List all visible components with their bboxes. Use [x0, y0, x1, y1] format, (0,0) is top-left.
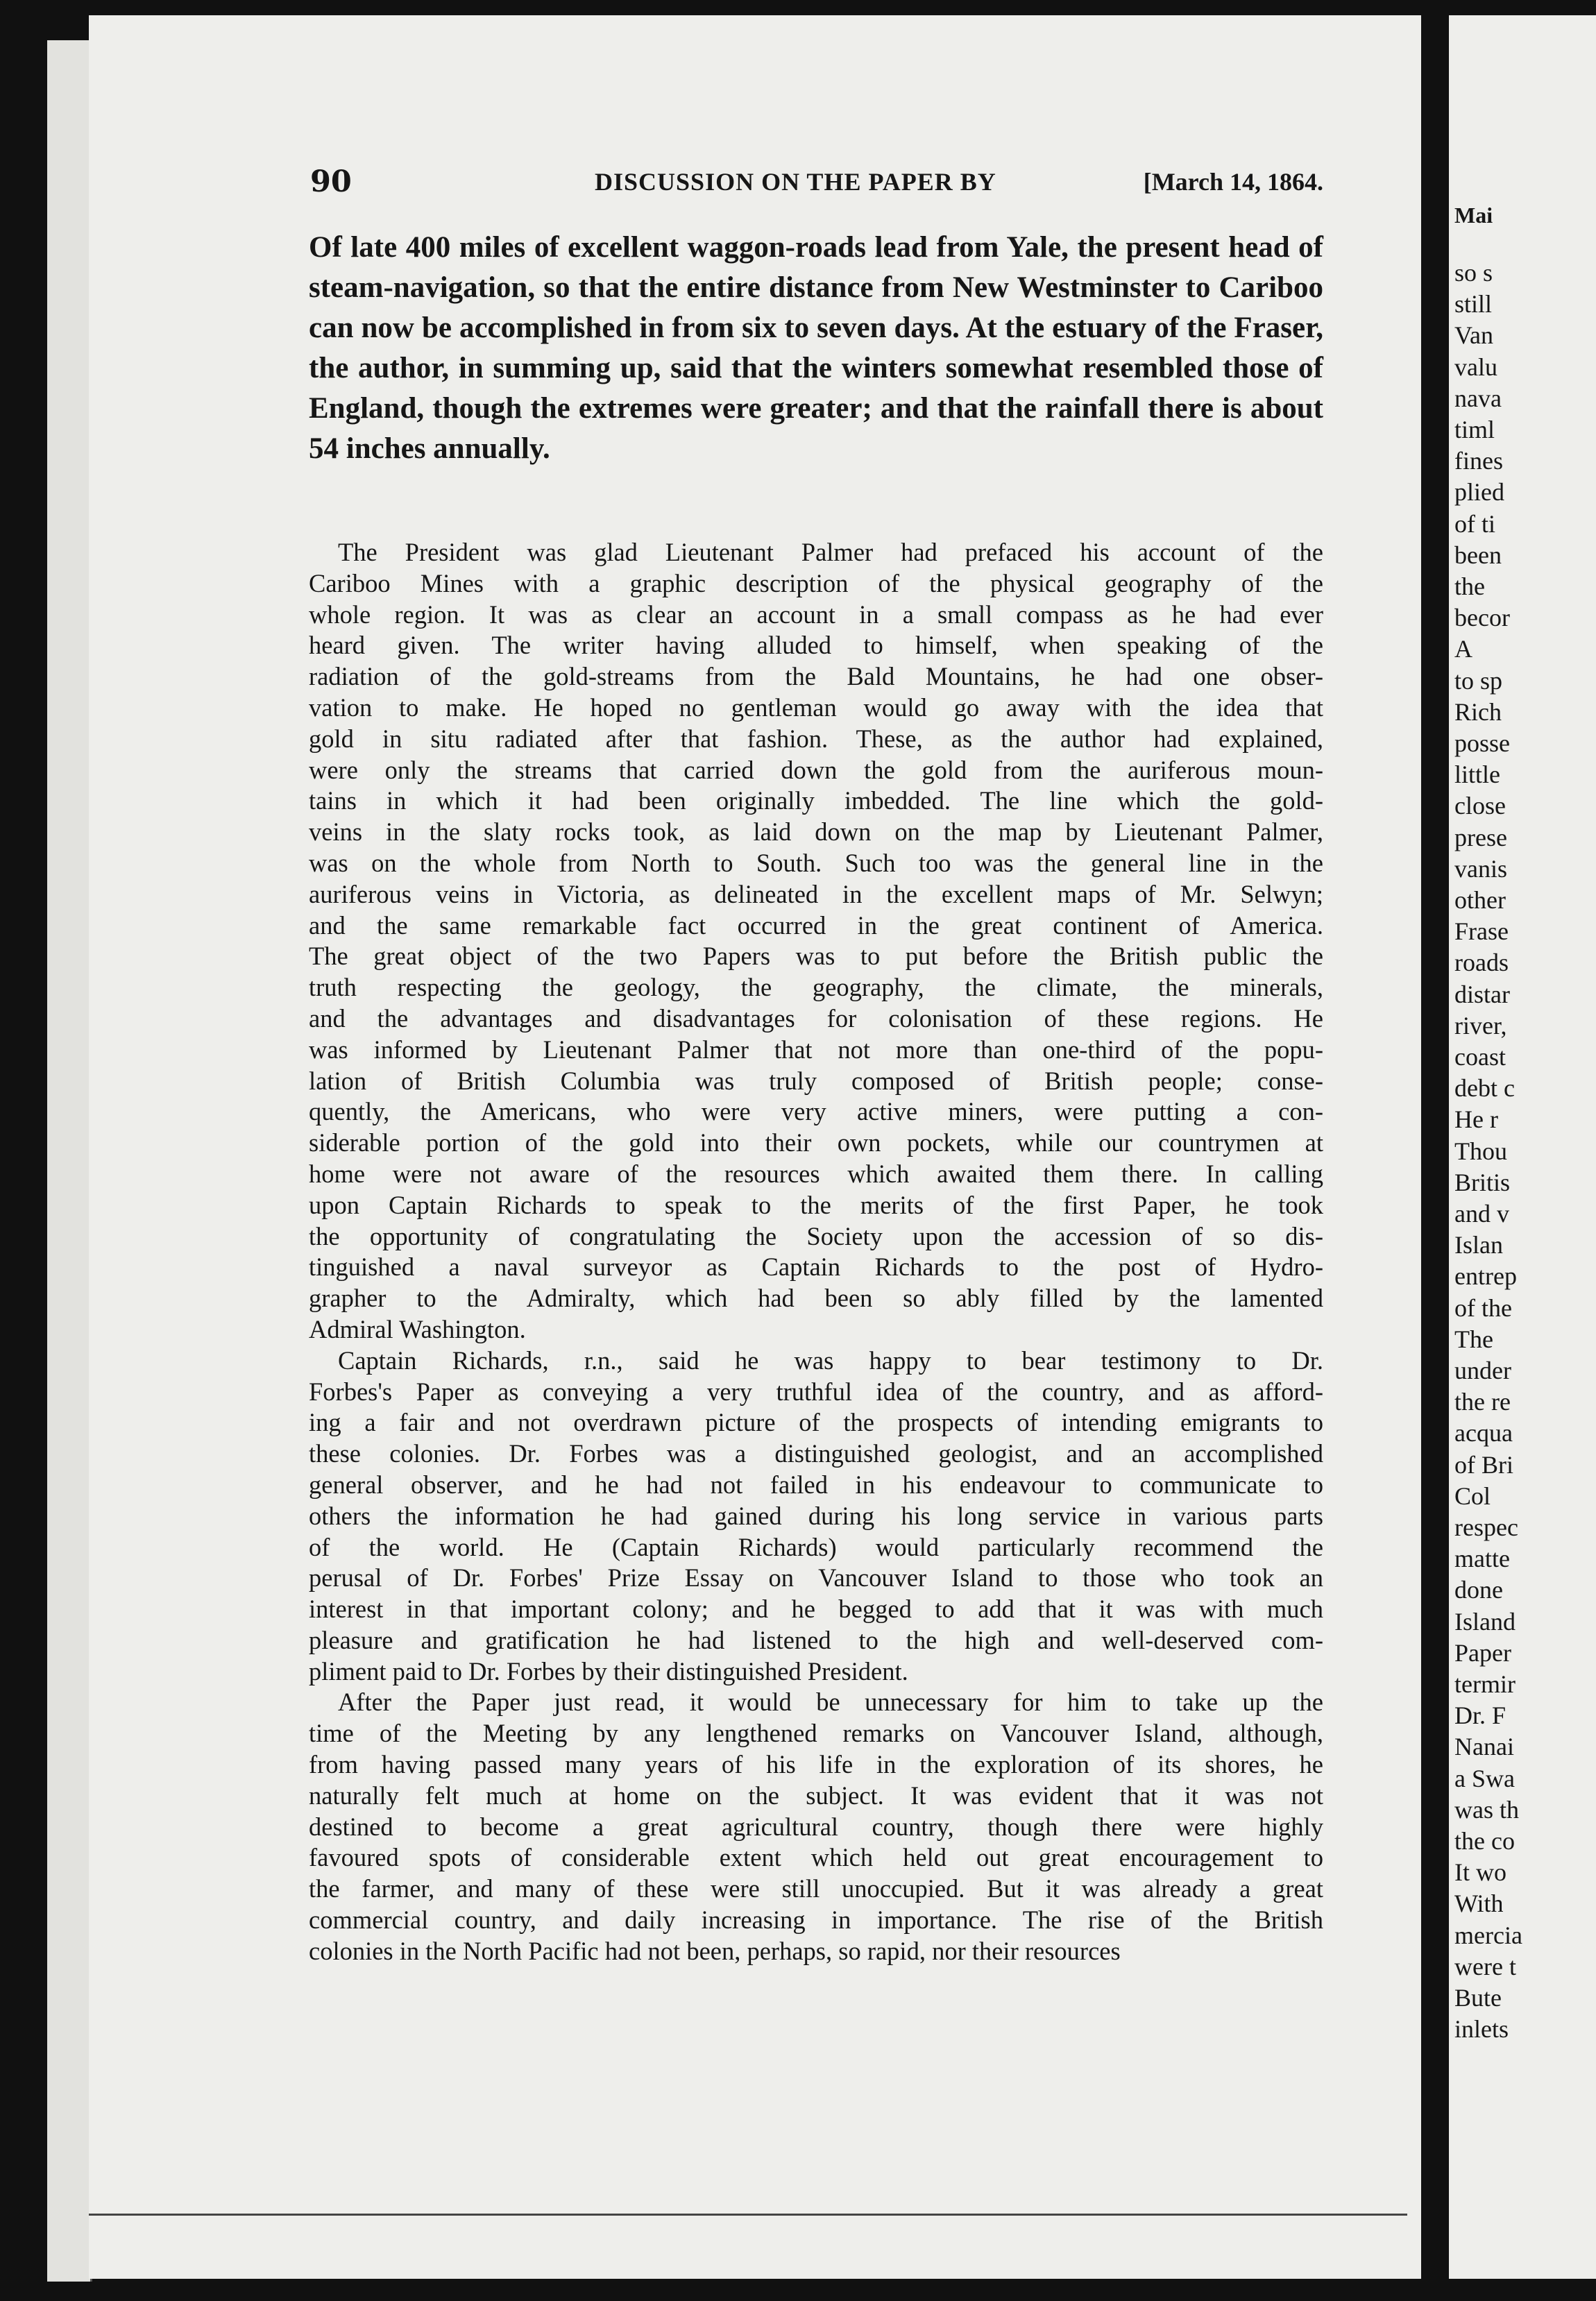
facing-text-line: close: [1454, 792, 1506, 820]
text-line: veins in the slaty rocks took, as laid down on the map by Lieutenant Palmer,: [309, 817, 1323, 847]
facing-text-line: Frase: [1454, 917, 1509, 946]
facing-text-line: valu: [1454, 353, 1497, 381]
facing-text-line: debt c: [1454, 1074, 1515, 1103]
text-line: of the world. He (Captain Richards) would particularly recommend the: [309, 1532, 1323, 1561]
text-line: vation to make. He hoped no gentleman would go away with the idea that: [309, 693, 1323, 722]
text-line: others the information he had gained during his long service in various parts: [309, 1501, 1323, 1530]
facing-text-line: Col: [1454, 1481, 1491, 1510]
facing-text-line: roads: [1454, 949, 1509, 977]
facing-text-line: entrep: [1454, 1262, 1517, 1291]
text-line: from having passed many years of his life in the exploration of its shores, he: [309, 1750, 1323, 1779]
facing-text-line: of ti: [1454, 509, 1495, 538]
facing-text-line: the co: [1454, 1827, 1515, 1855]
discussion-text: [309, 537, 1323, 1967]
facing-text-line: a Swa: [1454, 1764, 1515, 1792]
text-line: home were not aware of the resources which awaited them there. In calling: [309, 1159, 1323, 1188]
facing-header-fragment: Mai: [1454, 203, 1493, 228]
facing-text-line: done: [1454, 1576, 1503, 1604]
facing-text-line: other: [1454, 886, 1506, 914]
text-line: lation of British Columbia was truly composed of British people; conse-: [309, 1066, 1323, 1095]
facing-text-line: The: [1454, 1325, 1493, 1353]
text-line: The President was glad Lieutenant Palmer had prefaced his account of the: [338, 538, 1323, 566]
facing-text-line: the: [1454, 572, 1485, 600]
facing-text-line: Paper: [1454, 1638, 1511, 1667]
facing-text-line: little: [1454, 761, 1500, 789]
text-line: tains in which it had been originally imbedded. The line which the gold-: [309, 786, 1323, 815]
text-line: upon Captain Richards to speak to the merits of the first Paper, he took: [309, 1190, 1323, 1219]
facing-text-line: He r: [1454, 1105, 1498, 1134]
text-line: interest in that important colony; and he begged to add that it was with much: [309, 1595, 1323, 1624]
text-line: were only the streams that carried down the gold from the auriferous moun-: [309, 755, 1323, 784]
facing-text-line: inlets: [1454, 2015, 1509, 2044]
facing-text-line: Dr. F: [1454, 1701, 1506, 1730]
facing-text-line: termir: [1454, 1670, 1516, 1698]
facing-text-line: under: [1454, 1357, 1511, 1384]
text-line: pleasure and gratification he had listened to the high and well-deserved com-: [309, 1625, 1323, 1654]
text-line: Admiral Washington.: [309, 1314, 526, 1343]
running-header: [310, 164, 1323, 206]
text-line: whole region. It was as clear an account in a small compass as he had ever: [309, 600, 1323, 629]
facing-text-line: prese: [1454, 823, 1507, 851]
facing-text-line: With: [1454, 1890, 1504, 1918]
facing-text-line: been: [1454, 541, 1502, 569]
text-line: destined to become a great agricultural country, though there were highly: [309, 1812, 1323, 1841]
facing-text-line: plied: [1454, 478, 1504, 507]
text-line: gold in situ radiated after that fashion. These, as the author had explained,: [309, 724, 1323, 753]
facing-text-line: of Bri: [1454, 1450, 1513, 1479]
facing-text-line: Nanai: [1454, 1733, 1514, 1761]
facing-text-line: Britis: [1454, 1168, 1511, 1196]
text-line: Captain Richards, r.n., said he was happy to bear testimony to Dr.: [338, 1345, 1323, 1375]
facing-text-line: becor: [1454, 604, 1510, 632]
facing-text-line: nava: [1454, 384, 1502, 412]
facing-text-line: matte: [1454, 1545, 1510, 1573]
facing-text-line: were t: [1454, 1952, 1516, 1980]
page-number: 90: [310, 164, 352, 199]
text-line: general observer, and he had not failed in his endeavour to communicate to: [309, 1470, 1323, 1499]
facing-text-line: fines: [1454, 447, 1503, 475]
text-line: commercial country, and daily increasing in importance. The rise of the British: [309, 1905, 1323, 1935]
text-line: siderable portion of the gold into their own pockets, while our countrymen at: [309, 1128, 1323, 1157]
text-line: truth respecting the geology, the geography, the climate, the minerals,: [309, 973, 1323, 1002]
facing-text-line: Thou: [1454, 1137, 1507, 1165]
facing-text-line: Bute: [1454, 1984, 1502, 2012]
facing-text-line: mercia: [1454, 1921, 1522, 1949]
paragraph: [309, 1345, 1323, 1688]
text-line: radiation of the gold-streams from the Bald Mountains, he had one obser-: [309, 662, 1323, 691]
page-bottom-rule: [89, 2214, 1407, 2216]
text-line: grapher to the Admiralty, which had been so ably filled by the lamented: [309, 1284, 1323, 1313]
text-line: auriferous veins in Victoria, as delineated in the excellent maps of Mr. Selwyn;: [309, 879, 1323, 908]
text-line: favoured spots of considerable extent which held out great encouragement to: [309, 1843, 1323, 1872]
text-line: heard given. The writer having alluded to himself, when speaking of the: [309, 631, 1323, 660]
facing-text-line: Island: [1454, 1607, 1516, 1636]
text-line: colonies in the North Pacific had not been, perhaps, so rapid, nor their resources: [309, 1936, 1121, 1965]
facing-text-line: river,: [1454, 1011, 1507, 1039]
facing-text-line: so s: [1454, 259, 1493, 287]
facing-text-line: Rich: [1454, 697, 1502, 726]
text-line: pliment paid to Dr. Forbes by their distinguished President.: [309, 1656, 908, 1686]
facing-text-line: the re: [1454, 1388, 1511, 1416]
facing-text-line: timl: [1454, 416, 1495, 443]
text-line: these colonies. Dr. Forbes was a distinguished geologist, and an accomplished: [309, 1439, 1323, 1468]
summary-block: [309, 228, 1323, 469]
facing-text-line: Islan: [1454, 1231, 1503, 1259]
text-line: and the advantages and disadvantages for colonisation of these regions. He: [309, 1003, 1323, 1033]
text-line: quently, the Americans, who were very active miners, were putting a con-: [309, 1097, 1323, 1126]
facing-text-line: of the: [1454, 1293, 1512, 1322]
text-line: After the Paper just read, it would be unnecessary for him to take up the: [338, 1688, 1323, 1717]
summary-text: Of late 400 miles of excellent waggon-roads lead from Yale, the present head of steam-navigation, so that the entire distance from New Westminster to Cariboo can now be accomplished in from six to seven days. At the estuary of the Fraser, the author, in summing up, said that the winters somewhat resembled those of England, though the extremes were greater; and that the rainfall there is about 54 inches annually.: [309, 231, 1323, 465]
text-line: naturally felt much at home on the subject. It was evident that it was not: [309, 1781, 1323, 1810]
facing-text-line: and v: [1454, 1200, 1509, 1228]
page-gutter: [1421, 0, 1449, 2301]
paragraph: [309, 537, 1323, 1345]
text-line: Cariboo Mines with a graphic description of the physical geography of the: [309, 568, 1323, 597]
facing-text-line: vanis: [1454, 854, 1507, 883]
facing-text-line: posse: [1454, 729, 1510, 757]
text-line: was informed by Lieutenant Palmer that not more than one-third of the popu-: [309, 1035, 1323, 1064]
facing-text-line: was th: [1454, 1795, 1519, 1824]
facing-text-line: distar: [1454, 980, 1510, 1008]
facing-text-line: respec: [1454, 1513, 1518, 1541]
text-line: the opportunity of congratulating the Society upon the accession of so dis-: [309, 1221, 1323, 1250]
text-line: ing a fair and not overdrawn picture of the prospects of intending emigrants to: [309, 1408, 1323, 1437]
text-line: and the same remarkable fact occurred in the great continent of America.: [309, 910, 1323, 940]
facing-text-line: Van: [1454, 321, 1493, 350]
text-line: Forbes's Paper as conveying a very truthful idea of the country, and as afford-: [309, 1377, 1323, 1406]
text-line: perusal of Dr. Forbes' Prize Essay on Vancouver Island to those who took an: [309, 1563, 1323, 1593]
facing-text-line: acqua: [1454, 1419, 1513, 1447]
text-line: tinguished a naval surveyor as Captain Richards to the post of Hydro-: [309, 1253, 1323, 1282]
text-line: was on the whole from North to South. Such too was the general line in the: [309, 848, 1323, 877]
text-line: The great object of the two Papers was to put before the British public the: [309, 942, 1323, 971]
running-title: DISCUSSION ON THE PAPER BY: [595, 168, 996, 196]
facing-text-line: still: [1454, 290, 1493, 319]
facing-text-line: A: [1454, 635, 1472, 663]
facing-text-line: It wo: [1454, 1858, 1506, 1887]
text-line: the farmer, and many of these were still unoccupied. But it was already a great: [309, 1874, 1323, 1903]
facing-text-line: to sp: [1454, 666, 1503, 695]
paragraph: [309, 1687, 1323, 1967]
text-line: time of the Meeting by any lengthened remarks on Vancouver Island, although,: [309, 1719, 1323, 1748]
facing-text-line: coast: [1454, 1043, 1506, 1071]
running-date: [March 14, 1864.: [1143, 168, 1323, 196]
book-spine-edge: [47, 40, 92, 2282]
facing-page: [1449, 15, 1596, 2279]
